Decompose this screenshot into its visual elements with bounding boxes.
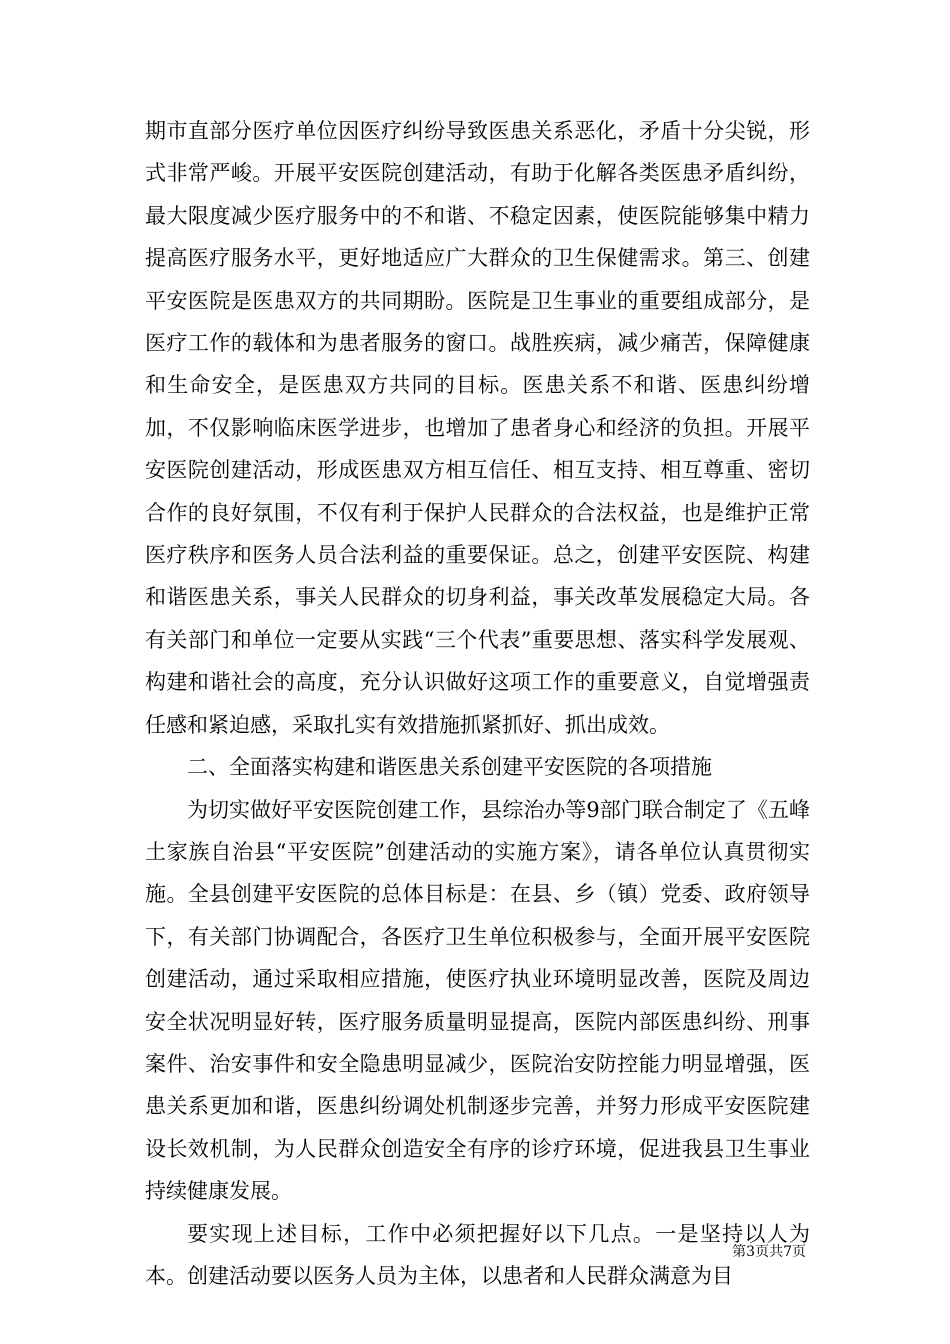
page-number-footer: 第3页共7页 <box>732 1244 806 1260</box>
paragraph-key-points: 要实现上述目标，工作中必须把握好以下几点。一是坚持以人为本。创建活动要以医务人员为主体，以患者和人民群众满意为目 <box>145 1221 810 1288</box>
document-body <box>145 110 810 1297</box>
section-heading: 二、全面落实构建和谐医患关系创建平安医院的各项措施 <box>187 755 712 780</box>
paragraph-continuation: 期市直部分医疗单位因医疗纠纷导致医患关系恶化，矛盾十分尖锐，形式非常严峻。开展平安医院创建活动，有助于化解各类医患矛盾纠纷，最大限度减少医疗服务中的不和谐、不稳定因素，使医院能够集中精力提高医疗服务水平，更好地适应广大群众的卫生保健需求。第三、创建平安医院是医患双方的共同期盼。医院是卫生事业的重要组成部分，是医疗工作的载体和为患者服务的窗口。战胜疾病，减少痛苦，保障健康和生命安全，是医患双方共同的目标。医患关系不和谐、医患纠纷增加，不仅影响临床医学进步，也增加了患者身心和经济的负担。开展平安医院创建活动，形成医患双方相互信任、相互支持、相互尊重、密切合作的良好氛围，不仅有利于保护人民群众的合法权益，也是维护正常医疗秩序和医务人员合法利益的重要保证。总之，创建平安医院、构建和谐医患关系，事关人民群众的切身利益，事关改革发展稳定大局。各有关部门和单位一定要从实践“三个代表”重要思想、落实科学发展观、构建和谐社会的高度，充分认识做好这项工作的重要意义，自觉增强责任感和紧迫感，采取扎实有效措施抓紧抓好、抓出成效。 <box>145 119 810 737</box>
paragraph-implementation: 为切实做好平安医院创建工作，县综治办等9部门联合制定了《五峰土家族自治县“平安医院”创建活动的实施方案》，请各单位认真贯彻实施。全县创建平安医院的总体目标是：在县、乡（镇）党委、政府领导下，有关部门协调配合，各医疗卫生单位积极参与，全面开展平安医院创建活动，通过采取相应措施，使医疗执业环境明显改善，医院及周边安全状况明显好转，医疗服务质量明显提高，医院内部医患纠纷、刑事案件、治安事件和安全隐患明显减少，医院治安防控能力明显增强，医患关系更加和谐，医患纠纷调处机制逐步完善，并努力形成平安医院建设长效机制，为人民群众创造安全有序的诊疗环境，促进我县卫生事业持续健康发展。 <box>145 797 810 1204</box>
